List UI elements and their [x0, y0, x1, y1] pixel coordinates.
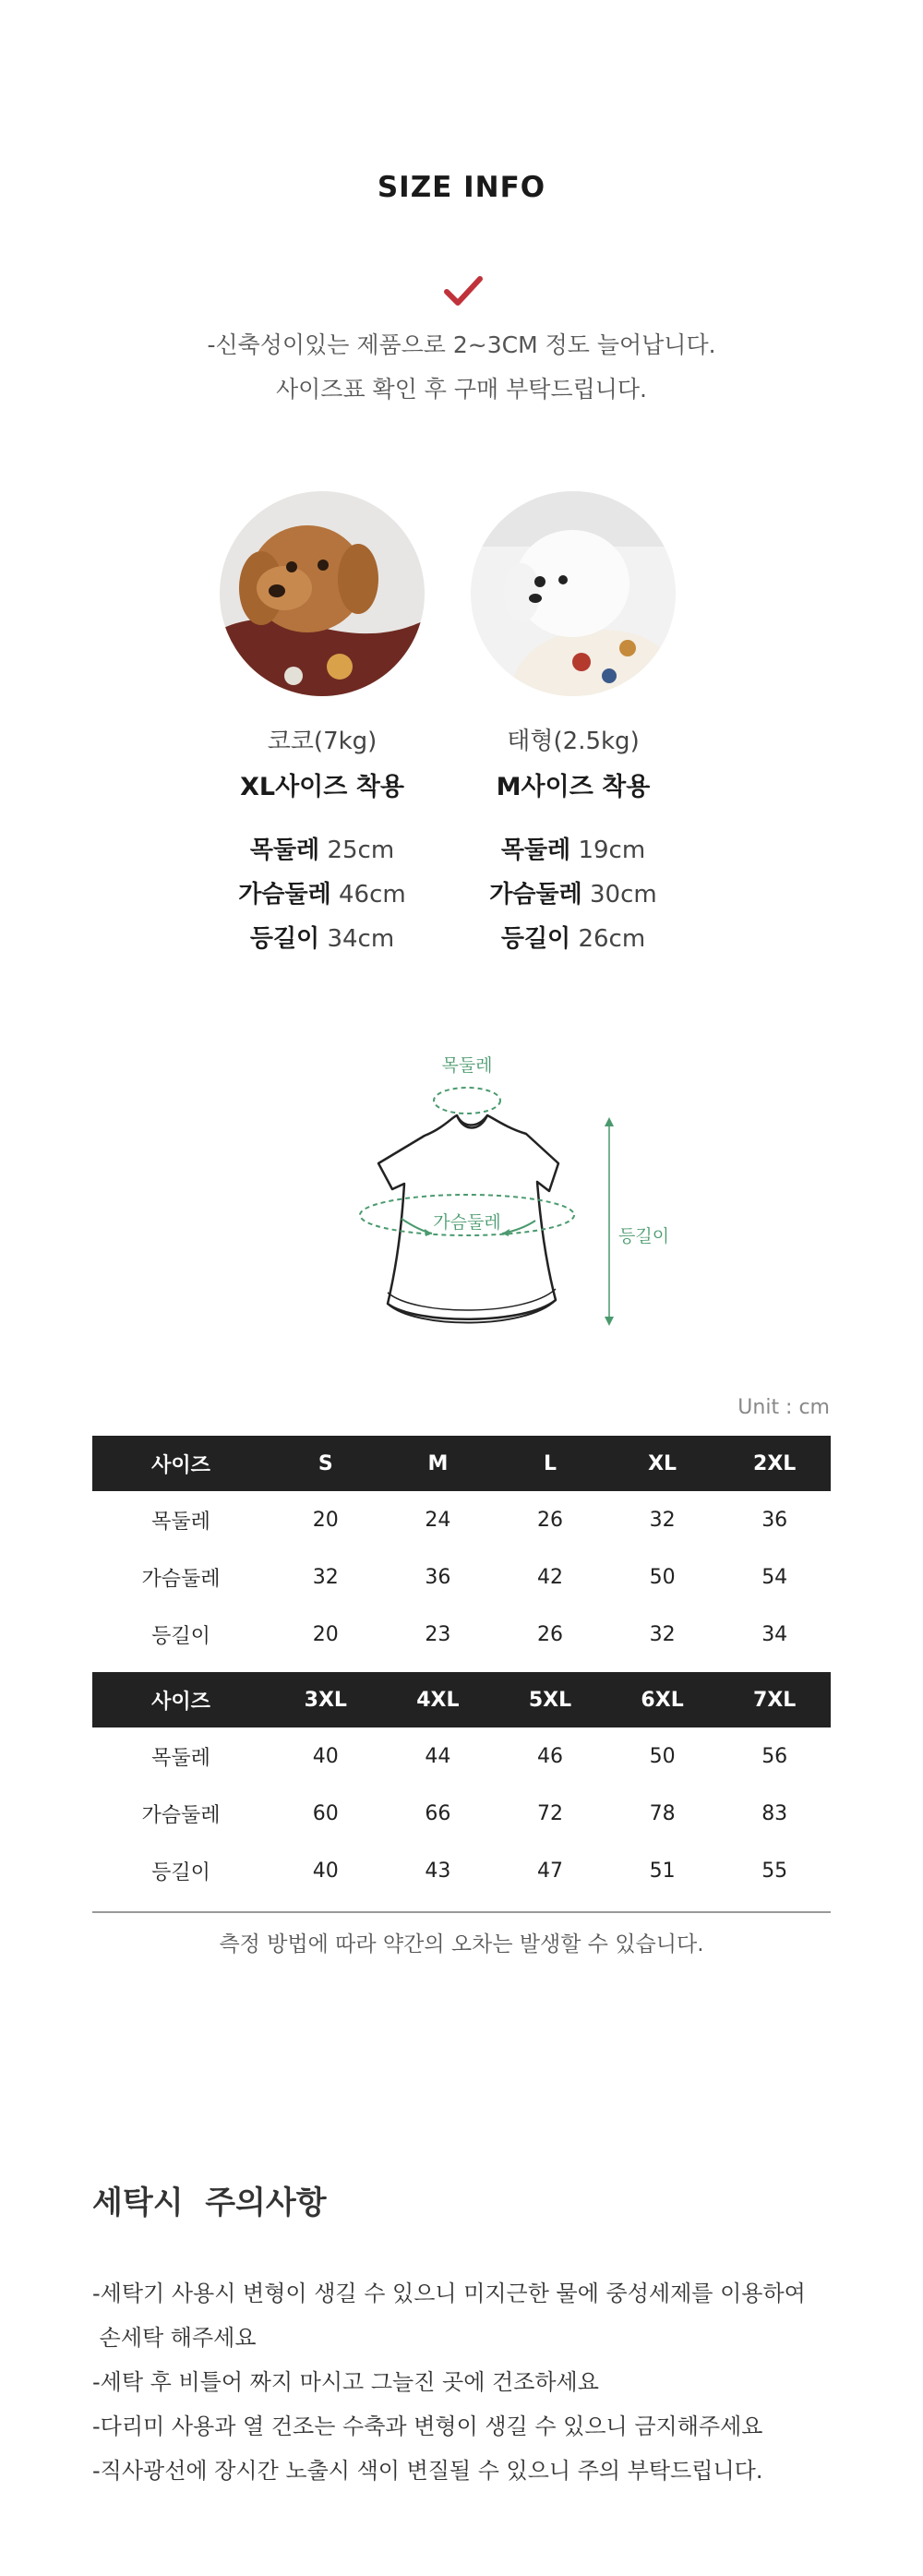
table-cell: 40 — [312, 1859, 339, 1883]
model-chest — [202, 875, 442, 909]
model-back — [202, 920, 442, 954]
care-line: 손세탁 해주세요 — [92, 2325, 257, 2351]
table-cell: 36 — [425, 1565, 451, 1589]
section-title: SIZE INFO — [377, 171, 546, 204]
table-cell: 20 — [312, 1622, 339, 1646]
table-row — [92, 1548, 831, 1606]
table-row — [92, 1785, 831, 1842]
table-cell: 44 — [425, 1744, 451, 1768]
back-label: 등길이 — [500, 925, 571, 953]
table-cell: 46 — [536, 1744, 563, 1768]
model-name: 태형(2.5kg) — [507, 728, 640, 755]
diagram-chest-label: 가슴둘레 — [433, 1212, 501, 1233]
neck-value: 19cm — [578, 837, 646, 864]
chest-value: 46cm — [339, 881, 406, 909]
row-label: 가슴둘레 — [141, 1567, 221, 1591]
table-cell: 50 — [649, 1744, 676, 1768]
care-line: -직사광선에 장시간 노출시 색이 변질될 수 있으니 주의 부탁드립니다. — [92, 2458, 763, 2484]
model-back — [453, 920, 693, 954]
size-col: S — [270, 1436, 382, 1491]
back-label: 등길이 — [249, 925, 320, 953]
table-header-row — [92, 1672, 831, 1727]
size-header: 사이즈 — [92, 1672, 270, 1727]
size-table — [92, 1436, 831, 1663]
neck-value: 25cm — [327, 837, 395, 864]
care-line: -다리미 사용과 열 건조는 수축과 변형이 생길 수 있으니 금지해주세요 — [92, 2413, 763, 2439]
model-size: XL사이즈 착용 — [240, 773, 404, 801]
table-cell: 40 — [312, 1744, 339, 1768]
table-cell: 42 — [536, 1565, 563, 1589]
neck-measure-ellipse — [434, 1088, 500, 1113]
table-cell: 34 — [761, 1622, 788, 1646]
table-cell: 78 — [649, 1801, 676, 1825]
table-cell: 47 — [536, 1859, 563, 1883]
table-cell: 55 — [761, 1859, 788, 1883]
size-col: M — [382, 1436, 495, 1491]
table-row — [92, 1606, 831, 1663]
model-neck — [453, 831, 693, 865]
table-cell: 24 — [425, 1508, 451, 1532]
table-cell: 60 — [312, 1801, 339, 1825]
check-icon — [441, 270, 485, 314]
row-label: 가슴둘레 — [141, 1803, 221, 1827]
table-row — [92, 1727, 831, 1785]
size-header: 사이즈 — [92, 1436, 270, 1491]
size-table — [92, 1672, 831, 1899]
table-cell: 20 — [312, 1508, 339, 1532]
table-cell: 50 — [649, 1565, 676, 1589]
table-row — [92, 1842, 831, 1899]
dog-photo-taehyung — [471, 491, 676, 696]
size-col: 7XL — [718, 1672, 831, 1727]
size-col: 4XL — [382, 1672, 495, 1727]
diagram-back-label: 등길이 — [618, 1226, 670, 1246]
table-cell: 83 — [761, 1801, 788, 1825]
table-cell: 66 — [425, 1801, 451, 1825]
table-cell: 32 — [312, 1565, 339, 1589]
stretch-notice: -신축성이있는 제품으로 2~3CM 정도 늘어납니다. — [207, 331, 716, 358]
dog-photo-coco — [220, 491, 425, 696]
table-cell: 32 — [649, 1622, 676, 1646]
table-row — [92, 1491, 831, 1548]
model-chest — [453, 875, 693, 909]
neck-label: 목둘레 — [249, 837, 320, 864]
care-line: -세탁기 사용시 변형이 생길 수 있으니 미지근한 물에 중성세제를 이용하여 — [92, 2281, 806, 2306]
measurement-diagram — [314, 1043, 701, 1376]
table-cell: 36 — [761, 1508, 788, 1532]
size-col: 5XL — [494, 1672, 606, 1727]
table-divider — [92, 1911, 831, 1913]
model-size: M사이즈 착용 — [496, 773, 651, 801]
model-neck — [202, 831, 442, 865]
chest-label: 가슴둘레 — [489, 881, 582, 909]
table-cell: 54 — [761, 1565, 788, 1589]
size-col: XL — [606, 1436, 719, 1491]
back-value: 34cm — [327, 925, 395, 953]
size-col: 2XL — [718, 1436, 831, 1491]
table-cell: 32 — [649, 1508, 676, 1532]
row-label: 등길이 — [151, 1860, 210, 1884]
care-line: -세탁 후 비틀어 짜지 마시고 그늘진 곳에 건조하세요 — [92, 2369, 599, 2395]
table-cell: 56 — [761, 1744, 788, 1768]
back-value: 26cm — [578, 925, 646, 953]
neck-label: 목둘레 — [500, 837, 571, 864]
care-title: 세탁시 주의사항 — [92, 2185, 327, 2221]
size-check-notice: 사이즈표 확인 후 구매 부탁드립니다. — [276, 376, 647, 403]
row-label: 등길이 — [151, 1624, 210, 1648]
table-cell: 51 — [649, 1859, 676, 1883]
size-col: L — [494, 1436, 606, 1491]
table-cell: 72 — [536, 1801, 563, 1825]
diagram-neck-label: 목둘레 — [441, 1055, 493, 1076]
table-cell: 26 — [536, 1508, 563, 1532]
table-header-row — [92, 1436, 831, 1491]
size-col: 6XL — [606, 1672, 719, 1727]
chest-label: 가슴둘레 — [238, 881, 331, 909]
table-cell: 43 — [425, 1859, 451, 1883]
row-label: 목둘레 — [151, 1746, 210, 1770]
measurement-note: 측정 방법에 따라 약간의 오차는 발생할 수 있습니다. — [219, 1932, 704, 1956]
unit-label: Unit : cm — [737, 1396, 830, 1419]
table-cell: 23 — [425, 1622, 451, 1646]
size-col: 3XL — [270, 1672, 382, 1727]
row-label: 목둘레 — [151, 1510, 210, 1534]
chest-value: 30cm — [590, 881, 657, 909]
model-name: 코코(7kg) — [267, 728, 378, 755]
table-cell: 26 — [536, 1622, 563, 1646]
